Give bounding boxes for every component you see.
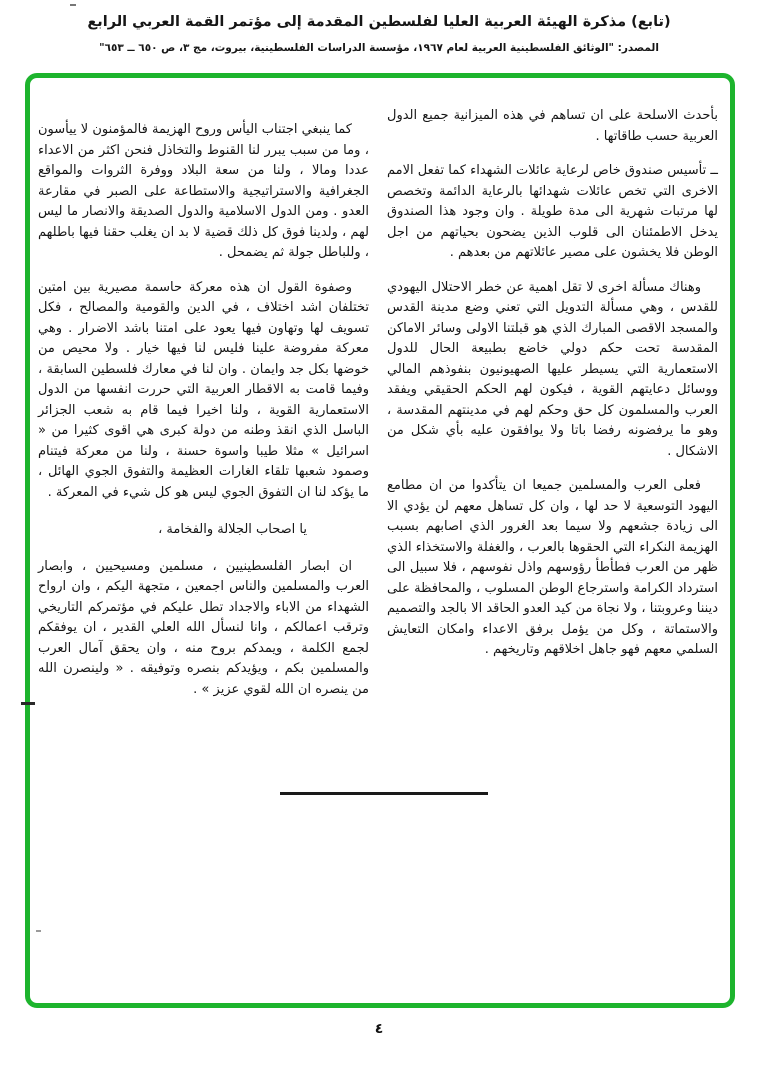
page-number: ٤ [374, 1021, 384, 1037]
salutation-heading: يا اصحاب الجلالة والفخامة ، [158, 522, 307, 537]
text-columns [30, 78, 730, 714]
paragraph: بأحدث الاسلحة على ان تساهم في هذه الميزانية جميع الدول العربية حسب طاقاتها . [387, 108, 718, 144]
column-right [387, 106, 718, 714]
paragraph: ــ تأسيس صندوق خاص لرعاية عائلات الشهداء كما تفعل الامم الاخرى التي تخص عائلات شهدائها بالرعاية الدائمة وتخصص لها مرتبات شهرية الى مدة طويلة . وان وجود هذا الصندوق يدخل الاطمئنان الى قلوب الذين يضحون بحياتهم من اجل الوطن فلا يخشون على مصير عائلاتهم من بعدهم . [387, 163, 718, 260]
column-left [38, 106, 369, 714]
scan-speck [36, 930, 41, 932]
document-title: (تابع) مذكرة الهيئة العربية العليا لفلسطين المقدمة إلى مؤتمر القمة العربي الرابع [87, 14, 671, 30]
paragraph: كما ينبغي اجتناب اليأس وروح الهزيمة فالمؤمنون لا ييأسون ، وما من سبب يبرر لنا القنوط والتخاذل فنحن اكثر من الاعداء عددا ومالا ، ولنا من سعة البلاد ووفرة الثروات والمواقع الجغرافية والاستراتيجية والاستطاعة على الصبر في مقارعة العدو . ومن الدول الاسلامية والدول الصديقة والانصار ما ليس لهم ، ولدينا فوق كل ذلك قضية لا بد ان يغلب حقنا فيها باطلهم ، وللباطل جولة ثم يضمحل . [38, 122, 369, 260]
paragraph: ان ابصار الفلسطينيين ، مسلمين ومسيحيين ، وابصار العرب والمسلمين والناس اجمعين ، متجهة اليكم ، وان ارواح الشهداء من الاباء والاجداد تطل عليكم في مؤتمركم التاريخي وترقب اعمالكم ، وانا لنسأل الله العلي القدير ، ان يوفقكم لجمع الكلمة ، ويمدكم بروح منه ، وان يحقق آمال العرب والمسلمين بكم ، ويؤيدكم بنصره وتوفيقه . « ولينصرن الله من ينصره ان الله لقوي عزيز » . [38, 558, 369, 697]
paragraph: وصفوة القول ان هذه معركة حاسمة مصيرية بين امتين تختلفان اشد اختلاف ، في الدين والقومية والمصالح ، فكل تسويف لها وتهاون فيها يعود على امتنا باشد الاضرار . وهي معركة مفروضة علينا فليس لنا فيها خيار . ولا محيص من خوضها بكل جد وايمان . وان لنا في معارك فلسطين السابقة ، وفيما قامت به الاقطار العربية التي حررت انفسها من الدول الاستعمارية القوية ، ولنا اخيرا فيما قام به شعب الجزائر الباسل الذي انقذ وطنه من دولة كبرى هي اقوى كثيرا من « اسرائيل » مثلا طيبا واسوة حسنة ، ولنا من معركة فيتنام وصمود شعبها تلقاء الغارات العظيمة والتفوق الجوي الهائل ، ما يؤكد لنا ان التفوق الجوي ليس هو كل شيء في المعركة . [38, 279, 369, 500]
scan-margin-mark [21, 702, 35, 705]
end-divider [280, 792, 488, 795]
scan-speck [70, 4, 76, 6]
paragraph: فعلى العرب والمسلمين جميعا ان يتأكدوا من ان مطامع اليهود التوسعية لا حد لها ، وان كل تساهل معهم لن يؤدي الا الى زيادة جشعهم ولا سيما بعد الغرور الذي اصابهم بسبب الهزيمة النكراء التي الحقوها بالعرب ، والغفلة والاستخذاء الذي ظهر من العرب فطأطأ رؤوسهم واذل نفوسهم ، فلا سبيل الى استرداد الكرامة واسترجاع الوطن المسلوب ، والمحافظة على ديننا وعروبتنا ، ولا نجاة من كيد العدو الحاقد الا بالجد والتصميم والاستماتة ، وكل من يؤمل برفق الاعداء وامكان التعايش السلمي معهم فهو جاهل اخلاقهم وتاريخهم . [387, 478, 718, 657]
page-header [0, 11, 758, 55]
green-border-frame [25, 73, 735, 1008]
source-citation: المصدر: "الوثائق الفلسطينية العربية لعام ١٩٦٧، مؤسسة الدراسات الفلسطينية، بيروت، مج ٣، ص ٦٥٠ ــ ٦٥٣" [99, 42, 659, 54]
paragraph: وهناك مسألة اخرى لا تقل اهمية عن خطر الاحتلال اليهودي للقدس ، وهي مسألة التدويل التي تعني وضع مدينة القدس والمسجد الاقصى المبارك الذي هو قبلتنا الاولى وسائر الاماكن المقدسة تحت حكم دولي خاضع بطبيعة الحال للدول الاستعمارية التي يسيطر عليها الصهيونيون بنفوذهم المالي ووسائل دعايتهم القوية ، فيكون لهم الحكم الحقيقي ويفقد العرب والمسلمون كل حق وحكم لهم في مدينتهم المقدسة ، وهو ما يرفضونه رفضا باتا ولا يوافقون عليه بأي شكل من الاشكال . [387, 279, 718, 459]
